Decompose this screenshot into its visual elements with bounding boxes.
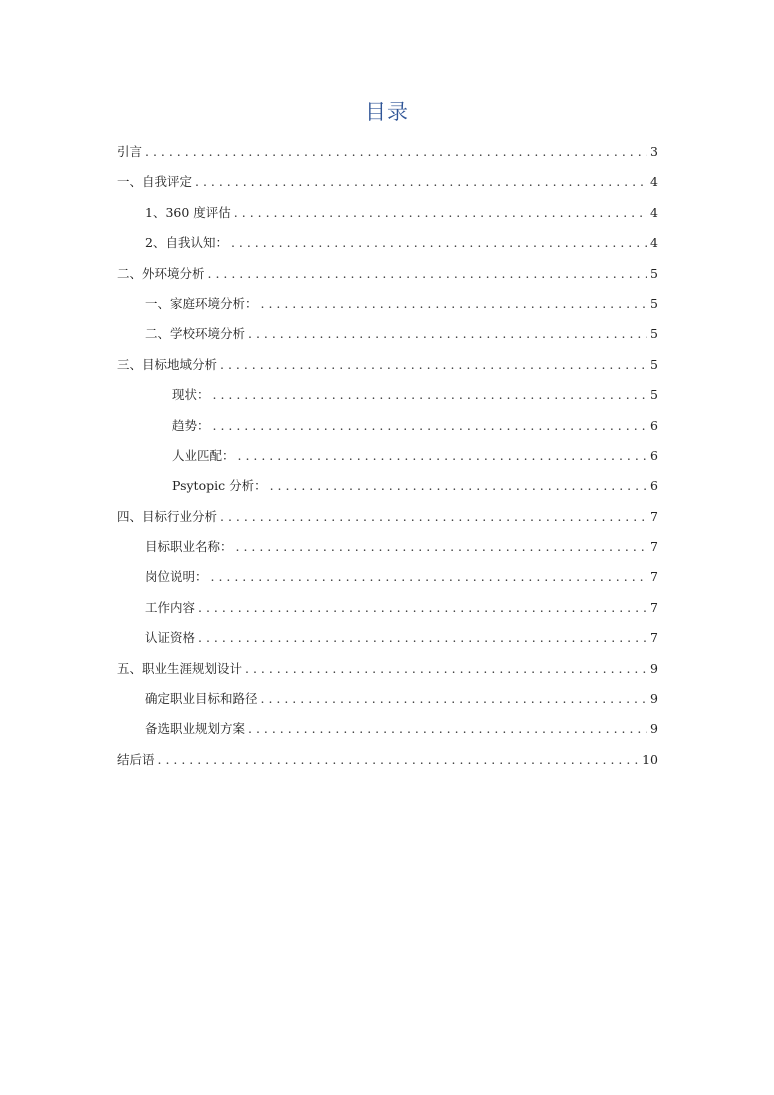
toc-entry-intro[interactable] <box>117 137 658 167</box>
toc-entry-label: 2、自我认知： <box>145 235 228 251</box>
toc-dot-leader <box>248 714 647 744</box>
toc-entry-label: 引言 <box>117 144 143 159</box>
toc-dot-leader <box>261 684 647 714</box>
toc-entry-alternative-plan[interactable] <box>117 714 658 744</box>
toc-entry-label: 一、家庭环境分析： <box>145 295 258 311</box>
toc-entry-label: 目标职业名称： <box>145 539 233 555</box>
toc-entry-page: 7 <box>650 508 658 524</box>
toc-entry-label: 二、学校环境分析 <box>145 326 246 342</box>
toc-entry-label: 趋势： <box>172 417 210 433</box>
toc-dot-leader <box>195 167 647 197</box>
toc-entry-family-environment[interactable] <box>117 289 658 319</box>
toc-entry-page: 4 <box>650 204 658 220</box>
toc-entry-page: 5 <box>650 295 658 311</box>
toc-entry-page: 6 <box>650 417 658 433</box>
toc-entry-school-environment[interactable] <box>117 319 658 349</box>
toc-dot-leader <box>208 259 647 289</box>
toc-entry-page: 9 <box>650 691 658 707</box>
toc-entry-label: 备选职业规划方案 <box>145 721 246 737</box>
toc-entry-page: 7 <box>650 569 658 585</box>
toc-entry-page: 4 <box>650 174 658 190</box>
toc-entry-current-status[interactable] <box>117 380 658 410</box>
toc-entry-page: 5 <box>650 356 658 372</box>
toc-dot-leader <box>238 441 647 471</box>
toc-entry-page: 3 <box>650 144 658 159</box>
toc-entry-label: 五、职业生涯规划设计 <box>117 660 243 676</box>
toc-entry-360-evaluation[interactable] <box>117 198 658 228</box>
toc-dot-leader <box>220 350 647 380</box>
toc-dot-leader <box>234 198 647 228</box>
toc-dot-leader <box>198 623 647 653</box>
toc-entry-job-description[interactable] <box>117 562 658 592</box>
toc-entry-self-assessment[interactable] <box>117 167 658 197</box>
toc-entry-psytopic-analysis[interactable] <box>117 471 658 501</box>
toc-entry-page: 7 <box>650 539 658 555</box>
toc-entry-label: 工作内容 <box>145 599 196 615</box>
toc-list <box>117 137 658 775</box>
toc-entry-page: 6 <box>650 447 658 463</box>
toc-title: 目录 <box>365 100 409 124</box>
toc-entry-label: 三、目标地域分析 <box>117 356 218 372</box>
toc-dot-leader <box>145 137 647 167</box>
toc-entry-label: 二、外环境分析 <box>117 265 205 281</box>
toc-entry-label: 认证资格 <box>145 630 196 646</box>
toc-entry-label: 四、目标行业分析 <box>117 508 218 524</box>
toc-entry-page: 7 <box>650 599 658 615</box>
toc-dot-leader <box>198 593 647 623</box>
toc-dot-leader <box>270 471 647 501</box>
toc-entry-label: 现状： <box>172 387 210 403</box>
toc-dot-leader <box>213 411 647 441</box>
toc-entry-work-content[interactable] <box>117 593 658 623</box>
toc-entry-external-environment[interactable] <box>117 259 658 289</box>
toc-entry-page: 9 <box>650 721 658 737</box>
toc-entry-self-cognition[interactable] <box>117 228 658 258</box>
toc-entry-person-job-fit[interactable] <box>117 441 658 471</box>
toc-entry-page: 9 <box>650 660 658 676</box>
toc-dot-leader <box>211 562 647 592</box>
toc-entry-page: 5 <box>650 326 658 342</box>
toc-entry-career-goals-path[interactable] <box>117 684 658 714</box>
toc-entry-page: 7 <box>650 630 658 646</box>
toc-entry-label: 一、自我评定 <box>117 174 193 190</box>
toc-dot-leader <box>248 319 647 349</box>
toc-entry-trend[interactable] <box>117 411 658 441</box>
toc-dot-leader <box>220 502 647 532</box>
toc-dot-leader <box>245 654 647 684</box>
toc-entry-career-planning[interactable] <box>117 654 658 684</box>
toc-entry-certification[interactable] <box>117 623 658 653</box>
toc-dot-leader <box>213 380 647 410</box>
toc-entry-label: 1、360 度评估 <box>145 204 231 220</box>
toc-entry-label: 岗位说明： <box>145 569 208 585</box>
toc-entry-target-job-title[interactable] <box>117 532 658 562</box>
toc-dot-leader <box>231 228 647 258</box>
toc-entry-page: 5 <box>650 387 658 403</box>
toc-entry-page: 4 <box>650 235 658 251</box>
toc-dot-leader <box>236 532 647 562</box>
toc-entry-conclusion[interactable] <box>117 745 658 775</box>
toc-entry-target-region[interactable] <box>117 350 658 380</box>
toc-entry-label: 人业匹配： <box>172 447 235 463</box>
toc-entry-label: Psytopic 分析： <box>172 478 267 494</box>
toc-entry-page: 10 <box>642 751 658 767</box>
toc-entry-page: 6 <box>650 478 658 494</box>
toc-dot-leader <box>158 745 640 775</box>
toc-dot-leader <box>261 289 647 319</box>
toc-entry-page: 5 <box>650 265 658 281</box>
toc-entry-label: 确定职业目标和路径 <box>145 691 258 707</box>
toc-entry-target-industry[interactable] <box>117 502 658 532</box>
toc-entry-label: 结后语 <box>117 751 155 767</box>
